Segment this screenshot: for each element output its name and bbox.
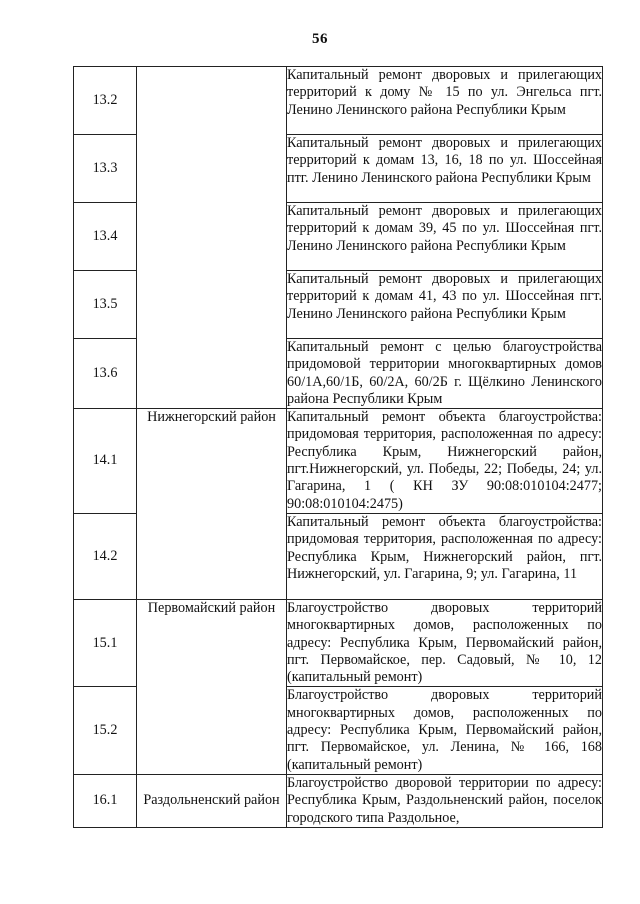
work-description: Капитальный ремонт дворовых и прилегающих территорий к дому № 15 по ул. Энгельса пгт. Ленино Ленинского района Республики Крым — [287, 67, 603, 135]
work-description: Благоустройство дворовых территорий многоквартирных домов, расположенных по адресу: Республика Крым, Первомайский район, пгт. Первомайское, ул. Ленина, № 166, 168 (капитальный ремонт) — [287, 687, 602, 773]
work-description: Капитальный ремонт объекта благоустройства: придомовая территория, расположенная по адресу: Республика Крым, Нижнегорский район, пгт. Нижнегорский, ул. Гагарина, 9; ул. Гагарина, 11 — [287, 513, 603, 599]
work-description: Капитальный ремонт дворовых и прилегающих территорий к домам 39, 45 по ул. Шоссейная пгт. Ленино Ленинского района Республики Крым — [287, 203, 603, 271]
table-row — [74, 67, 603, 135]
row-number: 15.1 — [74, 599, 137, 686]
work-description: Капитальный ремонт объекта благоустройства: придомовая территория, расположенная по адресу: Республика Крым, Нижнегорский район, пгт.Нижнегорский, ул. Победы, 22; Победы, 24; ул. Гагарина, 1 ( КН ЗУ 90:08:010104:2477; 90:08:010104:2475) — [287, 409, 602, 512]
row-number: 14.1 — [74, 409, 137, 514]
work-description: Благоустройство дворовых территорий многоквартирных домов, расположенных по адресу: Республика Крым, Первомайский район, пгт. Первомайское, пер. Садовый, № 10, 12 (капитальный ремонт) — [287, 599, 602, 686]
table-row — [74, 774, 603, 827]
row-number: 13.2 — [74, 67, 137, 135]
row-number: 13.3 — [74, 135, 137, 203]
row-number: 13.4 — [74, 203, 137, 271]
district-cell: Раздольненский район — [137, 774, 287, 827]
work-description: Капитальный ремонт дворовых и прилегающих территорий к домам 41, 43 по ул. Шоссейная пгт. Ленино Ленинского района Республики Крым — [287, 271, 603, 339]
row-number: 13.6 — [74, 339, 137, 409]
district-cell — [137, 67, 287, 409]
work-description: Капитальный ремонт с целью благоустройства придомовой территории многоквартирных домов 60/1А,60/1Б, 60/2А, 60/2Б г. Щёлкино Ленинского района Республики Крым — [287, 339, 602, 407]
work-description: Благоустройство дворовой территории по адресу: Республика Крым, Раздольненский район, поселок городского типа Раздольное, — [287, 774, 602, 826]
works-table — [73, 66, 603, 828]
row-number: 13.5 — [74, 271, 137, 339]
table-row — [74, 599, 603, 686]
district-cell: Первомайский район — [137, 599, 287, 774]
district-cell: Нижнегорский район — [137, 409, 287, 600]
work-description: Капитальный ремонт дворовых и прилегающих территорий к домам 13, 16, 18 по ул. Шоссейная птг. Ленино Ленинского района Республики Крым — [287, 135, 603, 203]
table-row — [74, 409, 603, 514]
page-number: 56 — [312, 31, 328, 47]
row-number: 14.2 — [74, 513, 137, 599]
row-number: 16.1 — [74, 774, 137, 827]
row-number: 15.2 — [74, 687, 137, 774]
